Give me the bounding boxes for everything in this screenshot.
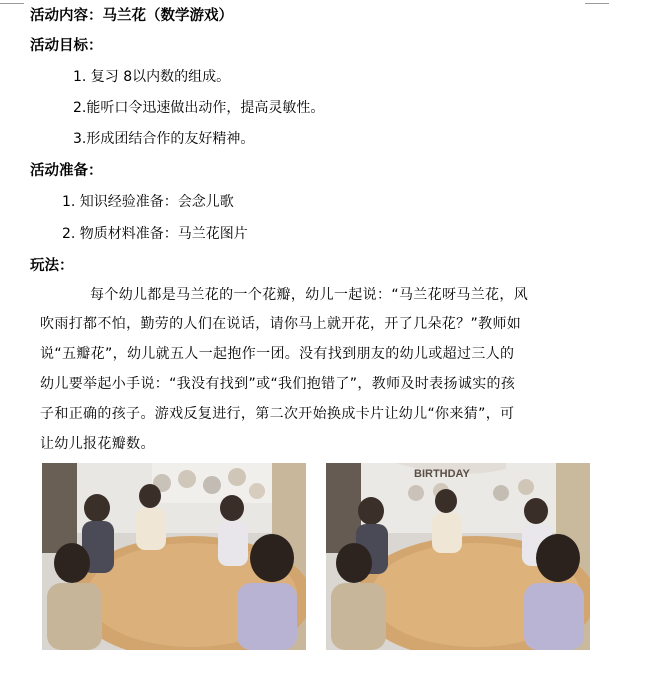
photo-right-illustration xyxy=(326,463,590,650)
goal-item-3: 3.形成团结合作的友好精神。 xyxy=(73,131,255,147)
play-line-4: 幼儿要举起小手说：“我没有找到”或“我们抱错了”，教师及时表扬诚实的孩 xyxy=(40,376,516,392)
prep-heading: 活动准备： xyxy=(30,163,103,179)
birthday-banner-text: BIRTHDAY xyxy=(414,468,470,480)
play-line-1: 每个幼儿都是马兰花的一个花瓣，幼儿一起说：“马兰花呀马兰花，风 xyxy=(90,287,529,303)
play-line-3: 说“五瓣花”，幼儿就五人一起抱作一团。没有找到朋友的幼儿或超过三人的 xyxy=(40,346,515,362)
activity-photo-right xyxy=(326,463,590,650)
play-line-2: 吹雨打都不怕，勤劳的人们在说话，请你马上就开花，开了几朵花？”教师如 xyxy=(40,316,522,332)
goal-item-1: 1. 复习 8以内数的组成。 xyxy=(73,69,231,85)
prep-item-2: 2. 物质材料准备：马兰花图片 xyxy=(62,226,248,242)
prep-item-1: 1. 知识经验准备：会念儿歌 xyxy=(62,194,234,210)
photo-left-illustration xyxy=(42,463,306,650)
play-heading: 玩法： xyxy=(30,258,74,274)
goals-heading: 活动目标： xyxy=(30,38,103,54)
goal-item-2: 2.能听口令迅速做出动作，提高灵敏性。 xyxy=(73,100,325,116)
page-corner-mark-left xyxy=(0,3,24,4)
play-line-6: 让幼儿报花瓣数。 xyxy=(40,436,155,452)
activity-title: 活动内容：马兰花（数学游戏） xyxy=(30,8,233,24)
page-corner-mark-right xyxy=(585,3,609,4)
play-line-5: 子和正确的孩子。游戏反复进行，第二次开始换成卡片让幼儿“你来猜”，可 xyxy=(40,406,515,422)
activity-photo-left xyxy=(42,463,306,650)
